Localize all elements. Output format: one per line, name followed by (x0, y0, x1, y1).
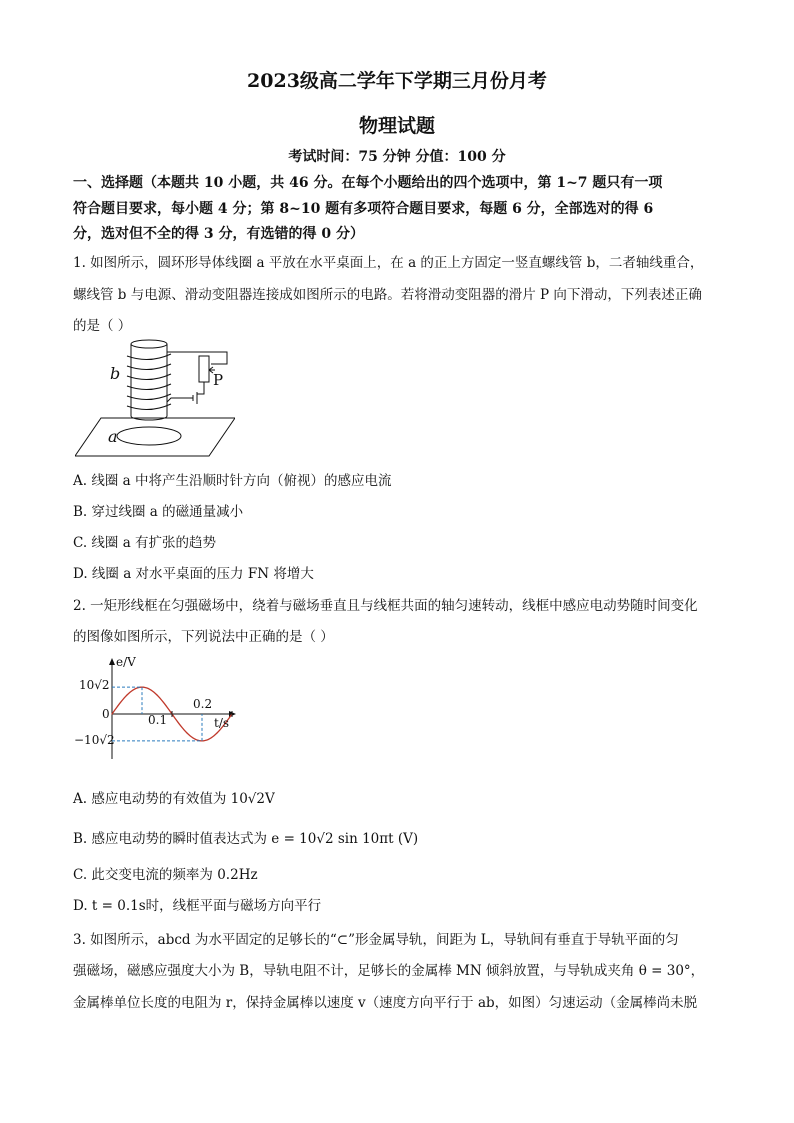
q2-option-d: D. t = 0.1s时，线框平面与磁场方向平行 (73, 898, 322, 914)
section-instructions-line-3: 分，选对但不全的得 3 分，有选错的得 0 分） (73, 226, 364, 242)
solenoid-top (131, 340, 167, 348)
y-tick-label: 10√2 (79, 678, 110, 692)
q3-stem-line-3: 金属棒单位长度的电阻为 r，保持金属棒以速度 v（速度方向平行于 ab，如图）匀速运动（金属棒尚未脱 (73, 995, 698, 1011)
q1-stem-line-2: 螺线管 b 与电源、滑动变阻器连接成如图所示的电路。若将滑动变阻器的滑片 P 向下滑动，下列表述正确 (73, 287, 702, 303)
subject-title: 物理试题 (358, 115, 435, 137)
chart-axes (109, 658, 236, 759)
section-instructions-line-2: 符合题目要求，每小题 4 分；第 8~10 题有多项符合题目要求，每题 6 分，全部选对的得 6 (73, 201, 654, 217)
y-axis-label: e/V (116, 655, 136, 669)
rheostat (199, 356, 209, 382)
table-surface (75, 418, 235, 456)
exam-title: 2023级高二学年下学期三月份月考 (247, 70, 547, 92)
q1-option-d: D. 线圈 a 对水平桌面的压力 FN 将增大 (73, 566, 314, 582)
q2-option-c: C. 此交变电流的频率为 0.2Hz (73, 867, 258, 883)
q1-option-b: B. 穿过线圈 a 的磁通量减小 (73, 504, 244, 520)
exam-info: 考试时间：75 分钟 分值：100 分 (288, 149, 506, 165)
x-tick-label: 0.1 (148, 713, 168, 727)
wire-rheostat-down (197, 382, 204, 394)
q1-solenoid-figure (75, 338, 235, 460)
q1-stem-line-1: 1. 如图所示，圆环形导体线圈 a 平放在水平桌面上，在 a 的正上方固定一竖直螺线管 b，二者轴线重合， (73, 255, 704, 271)
q1-option-a: A. 线圈 a 中将产生沿顺时针方向（俯视）的感应电流 (73, 473, 392, 489)
label-b: b (110, 364, 121, 383)
solenoid-windings (127, 354, 171, 410)
wire-bottom (167, 398, 193, 402)
q2-stem-line-2: 的图像如图所示，下列说法中正确的是（ ） (73, 629, 334, 645)
label-p: P (213, 371, 224, 389)
q2-emf-chart (72, 654, 242, 764)
wire-top (167, 352, 227, 364)
section-instructions-line-1: 一、选择题（本题共 10 小题，共 46 分。在每个小题给出的四个选项中，第 1~7 题只有一项 (73, 175, 663, 191)
y-tick-label: −10√2 (74, 733, 115, 747)
y-tick-label: 0 (102, 707, 110, 721)
data-point (111, 713, 112, 714)
x-axis-label: t/s (214, 716, 230, 730)
q1-stem-line-3: 的是（ ） (73, 318, 132, 334)
q2-stem-line-1: 2. 一矩形线框在匀强磁场中，绕着与磁场垂直且与线框共面的轴匀速转动，线框中感应电动势随时间变化 (73, 598, 698, 614)
q2-option-a: A. 感应电动势的有效值为 10√2V (73, 791, 275, 807)
data-point (126, 694, 127, 695)
x-tick-label: 0.2 (193, 697, 213, 711)
q3-stem-line-1: 3. 如图所示，abcd 为水平固定的足够长的“⊂”形金属导轨，间距为 L，导轨间有垂直于导轨平面的匀 (73, 932, 679, 948)
coil-a (117, 427, 181, 445)
q3-stem-line-2: 强磁场，磁感应强度大小为 B，导轨电阻不计，足够长的金属棒 MN 倾斜放置，与导轨成夹角 θ = 30°， (73, 963, 705, 979)
q1-option-c: C. 线圈 a 有扩张的趋势 (73, 535, 217, 551)
data-point (186, 732, 187, 733)
label-a: a (108, 427, 118, 446)
data-point (156, 694, 157, 695)
data-point (216, 732, 217, 733)
q2-option-b: B. 感应电动势的瞬时值表达式为 e = 10√2 sin 10πt (V) (73, 831, 419, 847)
y-axis-arrow (109, 658, 115, 665)
